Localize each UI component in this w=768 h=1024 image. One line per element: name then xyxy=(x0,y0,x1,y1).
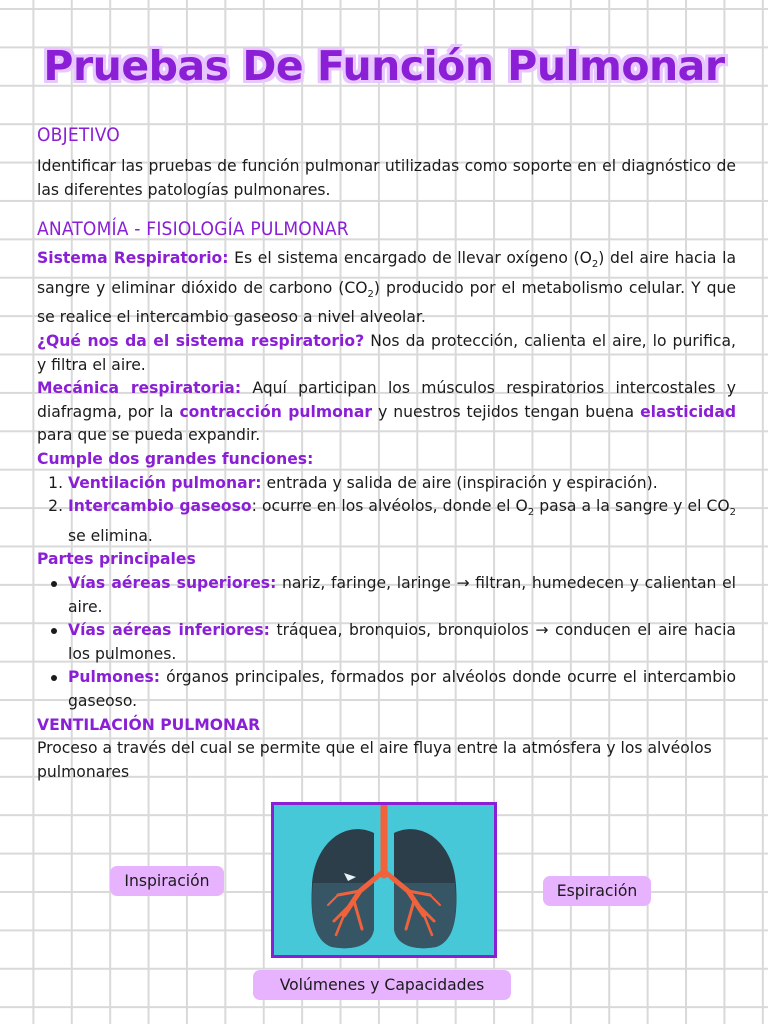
bullet-icon xyxy=(51,581,57,587)
mecanica-paragraph xyxy=(37,377,736,448)
mecanica-text-3: para que se pueda expandir. xyxy=(37,426,261,445)
funcion-text: se elimina. xyxy=(68,526,153,545)
contraccion-highlight: contracción pulmonar xyxy=(179,402,373,421)
lungs-illustration xyxy=(271,802,497,958)
sistema-text-2: ) del aire hacia la sangre y eliminar dióxido de carbono (CO xyxy=(37,249,736,297)
funcion-label: Intercambio gaseoso xyxy=(68,497,252,516)
mecanica-label: Mecánica respiratoria: xyxy=(37,379,242,398)
funcion-item-ventilacion xyxy=(68,472,736,496)
parte-item xyxy=(68,572,736,619)
inspiracion-label: Inspiración xyxy=(110,866,224,896)
document-body xyxy=(37,122,736,784)
partes-label-text: Partes principales xyxy=(37,550,196,569)
parte-label: Pulmones: xyxy=(68,668,161,687)
funcion-label: Ventilación pulmonar: xyxy=(68,473,262,492)
funcion-text: entrada y salida de aire (inspiración y espiración). xyxy=(261,473,658,492)
funciones-label xyxy=(37,448,736,472)
ventilacion-heading xyxy=(37,714,736,738)
volumenes-label: Volúmenes y Capacidades xyxy=(253,970,511,1000)
mecanica-text-1: Aquí participan los músculos respiratorios intercostales y diafragma, por la xyxy=(37,379,736,421)
funcion-item-intercambio xyxy=(68,495,736,548)
parte-text: tráquea, bronquios, bronquiolos → conducen el aire hacia los pulmones. xyxy=(68,621,736,663)
objetivo-heading: OBJETIVO xyxy=(37,124,120,146)
co2-subscript: 2 xyxy=(367,288,374,300)
partes-label xyxy=(37,548,736,572)
funciones-label-text: Cumple dos grandes funciones: xyxy=(37,449,314,468)
lungs-icon xyxy=(274,805,494,955)
sistema-label: Sistema Respiratorio: xyxy=(37,249,229,267)
parte-item xyxy=(68,619,736,666)
elasticidad-highlight: elasticidad xyxy=(640,402,737,421)
ventilacion-label-text: VENTILACIÓN PULMONAR xyxy=(37,715,261,734)
parte-text: órganos principales, formados por alvéolos donde ocurre el intercambio gaseoso. xyxy=(68,668,736,711)
bullet-icon xyxy=(51,628,57,634)
parte-text: nariz, faringe, laringe → filtran, humedecen y calientan el aire. xyxy=(68,574,736,616)
parte-item xyxy=(68,666,736,713)
sistema-text-1: Es el sistema encargado de llevar oxígeno (O xyxy=(228,249,592,267)
anatomia-heading: ANATOMÍA - FISIOLOGÍA PULMONAR xyxy=(37,218,349,240)
sistema-respiratorio-paragraph xyxy=(37,247,736,330)
parte-label: Vías aéreas superiores: xyxy=(68,574,277,593)
mecanica-text-2: y nuestros tejidos tengan buena xyxy=(372,402,641,421)
espiracion-label: Espiración xyxy=(543,876,651,906)
que-label: ¿Qué nos da el sistema respiratorio? xyxy=(37,332,365,350)
partes-list xyxy=(37,572,736,714)
page-title: Pruebas De Función Pulmonar xyxy=(43,42,725,90)
funciones-list xyxy=(37,472,736,549)
ventilacion-text: Proceso a través del cual se permite que el aire fluya entre la atmósfera y los alvéolos pulmonares xyxy=(37,739,712,781)
funcion-text: : ocurre en los alvéolos, donde el O xyxy=(251,497,528,516)
bullet-icon xyxy=(51,675,57,681)
o2-subscript: 2 xyxy=(527,507,535,519)
sistema-text-3: ) producido por el metabolismo celular. Y que se realice el intercambio gaseoso a nivel alveolar. xyxy=(37,278,737,327)
objetivo-text: Identificar las pruebas de función pulmonar utilizadas como soporte en el diagnóstico de las diferentes patologías pulmonares. xyxy=(37,157,736,199)
o2-subscript: 2 xyxy=(591,259,599,271)
que-text: Nos da protección, calienta el aire, lo purifica, y filtra el aire. xyxy=(37,332,736,374)
que-nos-da-paragraph xyxy=(37,330,736,377)
co2-subscript: 2 xyxy=(729,507,736,519)
funcion-text: pasa a la sangre y el CO xyxy=(534,497,730,516)
parte-label: Vías aéreas inferiores: xyxy=(68,621,270,640)
